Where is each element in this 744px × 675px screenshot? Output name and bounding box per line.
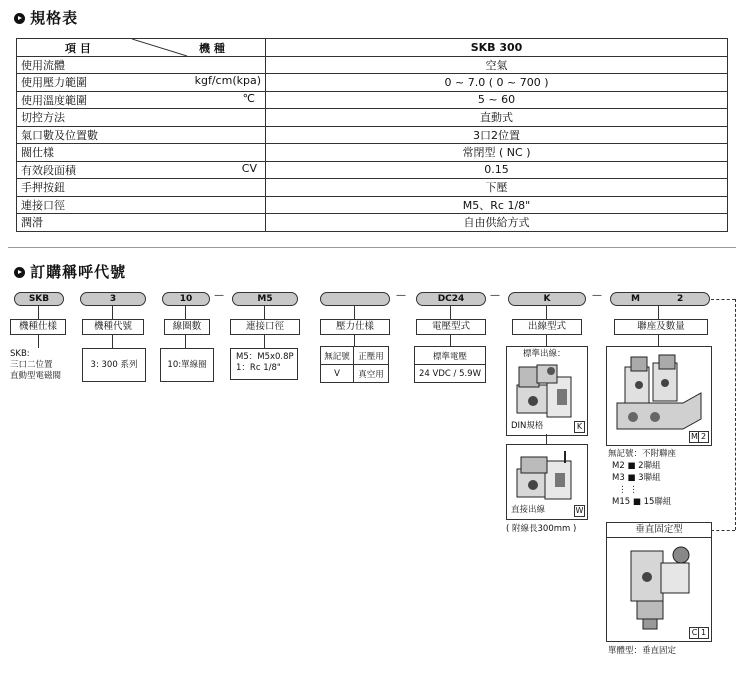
header-model: SKB 300 [266,39,728,57]
code-pill-coil: 10 [162,292,210,306]
spec-label: 潤滑 [21,216,43,230]
spec-row [17,161,728,179]
spec-value: 下壓 [266,179,728,197]
series-box: 3: 300 系列 [82,348,146,382]
header-type: 機 種 [199,42,225,55]
spec-label: 手押按鈕 [21,181,65,195]
connector-line [450,306,451,319]
vertical-tag-count: 1 [698,627,709,639]
pressure-desc: 真空用 [354,365,389,383]
outlet-header: 標準出線： [523,349,566,359]
spec-row [17,74,728,92]
spec-table [16,38,728,232]
spec-label: 連接口徑 [21,198,65,212]
connector-line [112,334,113,348]
connector-line [546,434,547,444]
section-divider [8,247,736,248]
manifold-tag-letter: M [689,431,700,443]
manifold-tag-count: 2 [698,431,709,443]
label-voltage: 電壓型式 [416,319,486,335]
din-valve-image [513,363,581,419]
spec-row [17,196,728,214]
dash-separator: — [396,290,406,301]
spec-label-cell [17,91,266,109]
play-bullet-icon [14,13,25,24]
connector-line [264,334,265,348]
connector-line [38,306,39,319]
manifold-valve-image [613,353,705,433]
connector-line [38,334,39,348]
din-tag: K [574,421,585,433]
code-pill-pressure [320,292,390,306]
section-spec-heading [14,7,78,28]
spec-row [17,179,728,197]
spec-label-cell [17,161,266,179]
spec-value: 常閉型 ( NC ) [266,144,728,162]
connector-line [546,306,547,319]
connector-line [658,334,659,346]
skb-desc-line: 直動型電磁閥 [10,371,62,381]
spec-label: 切控方法 [21,111,65,125]
dashed-link [735,299,736,530]
din-label: DIN規格 [511,421,544,431]
header-diagonal-line [132,39,192,56]
spec-row [17,109,728,127]
code-pill-manifold [610,292,710,306]
manifold-note: M15 ■ 15聯組 [612,497,672,507]
spec-label: 有效段面積 [21,163,76,177]
port-option: 1：Rc 1/8" [236,363,281,373]
spec-value: M5、Rc 1/8" [266,196,728,214]
connector-line [185,306,186,319]
connector-line [185,334,186,348]
pressure-code: V [321,365,354,383]
connector-line [450,334,451,346]
spec-value: 0 ~ 7.0 ( 0 ~ 700 ) [266,74,728,92]
direct-tag: W [575,506,584,515]
manifold-count: 2 [677,294,684,304]
port-option: M5：M5x0.8P [236,352,294,362]
header-item-type-cell [17,39,266,57]
voltage-row [415,365,486,383]
spec-label-cell [17,196,266,214]
spec-value: 5 ~ 60 [266,91,728,109]
spec-value: 0.15 [266,161,728,179]
voltage-header: 標準電壓 [415,347,486,365]
direct-label: 直接出線 [511,505,546,515]
port-box [230,348,298,380]
spec-label-cell [17,74,266,92]
dashed-link [711,530,735,531]
spec-row [17,126,728,144]
spec-label: 氣口數及位置數 [21,128,98,142]
spec-label-cell [17,144,266,162]
voltage-value: 24 VDC / 5.9W [415,365,486,383]
spec-label: 使用流體 [21,58,65,72]
label-outlet: 出線型式 [512,319,582,335]
skb-desc-line: 三口二位置 [10,360,53,370]
code-pill-model: SKB [14,292,64,306]
manifold-notes [608,448,676,508]
spec-unit: kgf/cm(kpa) [194,74,261,88]
vertical-type-box [606,522,712,642]
dashed-link [711,299,735,300]
label-pressure: 壓力仕樣 [320,319,390,335]
pressure-desc: 正壓用 [354,347,389,365]
direct-valve-image [513,449,581,503]
connector-line [112,306,113,319]
section-order-heading [14,261,126,282]
pressure-row [321,365,389,383]
spec-value: 空氣 [266,56,728,74]
manifold-box [606,346,712,446]
spec-value: 3口2位置 [266,126,728,144]
pressure-code: 無記號 [321,347,354,365]
code-pill-outlet: K [508,292,586,306]
code-pill-voltage: DC24 [416,292,486,306]
label-model-spec: 機種仕樣 [10,319,66,335]
connector-line [546,334,547,346]
skb-description [10,349,61,382]
section-order-title: 訂購稱呼代號 [30,263,127,281]
spec-label: 閥仕樣 [21,146,54,160]
connector-line [264,306,265,319]
voltage-table [414,346,486,383]
spec-label-cell [17,214,266,232]
spec-label-cell [17,56,266,74]
skb-desc-line: SKB: [10,349,30,359]
spec-table-header [17,39,728,57]
coil-box: 10:單線圈 [160,348,214,382]
vertical-note: 單體型：垂直固定 [608,646,677,656]
header-item: 項 目 [65,42,91,55]
spec-row [17,56,728,74]
label-manifold: 聯座及數量 [614,319,708,335]
outlet-direct-box [506,444,588,520]
spec-label-cell [17,126,266,144]
connector-line [354,306,355,319]
vertical-type-title: 垂直固定型 [606,522,712,538]
play-bullet-icon [14,267,25,278]
connector-line [658,306,659,319]
cable-note: ( 附線長300mm ) [506,524,577,534]
spec-unit: CV [241,161,257,175]
label-series: 機種代號 [82,319,144,335]
label-coil: 線圈數 [164,319,210,335]
dash-separator: — [592,290,602,301]
manifold-note: ⋮ ⋮ [618,485,638,495]
spec-label: 使用溫度範圍 [21,93,87,107]
manifold-note: 無記號：不附聯座 [608,449,677,459]
code-pill-series: 3 [80,292,146,306]
voltage-row [415,347,486,365]
manifold-note: M2 ■ 2聯組 [612,461,661,471]
pressure-table [320,346,389,383]
dash-separator: — [490,290,500,301]
vertical-tag-letter: C [689,627,700,639]
connector-line [354,334,355,346]
dash-separator: — [214,290,224,301]
manifold-note: M3 ■ 3聯組 [612,473,661,483]
spec-row [17,144,728,162]
code-pill-port: M5 [232,292,298,306]
section-spec-title: 規格表 [30,9,79,27]
spec-row [17,91,728,109]
spec-row [17,214,728,232]
pressure-row [321,347,389,365]
outlet-din-box [506,346,588,436]
spec-label-cell [17,109,266,127]
spec-value: 直動式 [266,109,728,127]
vertical-valve-image [621,541,701,631]
manifold-letter: M [631,294,640,304]
spec-label-cell [17,179,266,197]
spec-label: 使用壓力範圍 [21,76,87,90]
label-port: 連接口徑 [230,319,300,335]
spec-value: 自由供給方式 [266,214,728,232]
spec-unit: ℃ [242,91,255,105]
